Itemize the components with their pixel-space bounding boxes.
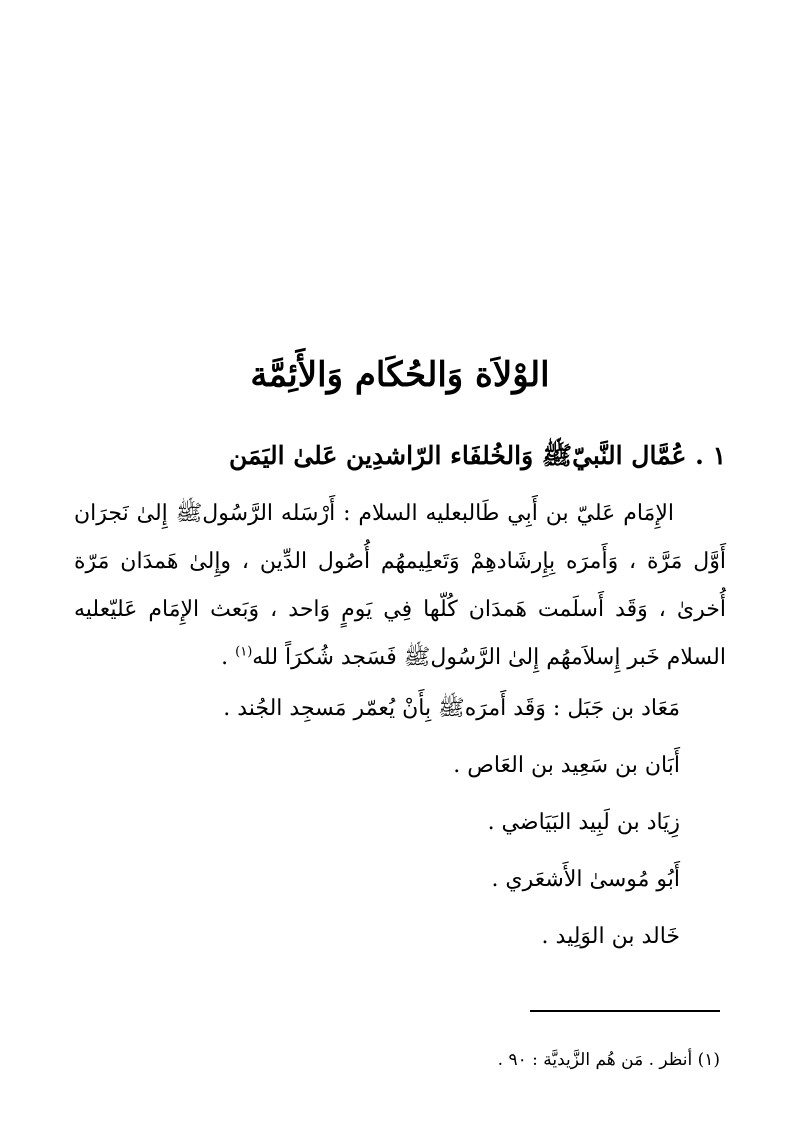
footnote-reference: (١) [235, 644, 253, 660]
intro-text: الإِمَام عَليّ بن أَبِي طَالبعليه السلام : أَرْسَله الرَّسُولﷺ إِلىٰ نَجرَان أَوَّل مَرَّة ، وَأَمرَه بِإِرشَادهِمْ وَتَعلِيمهُم أُصُول الدِّين ، وإِلىٰ هَمدَان مَرّة أُخرىٰ ، وَقَد أَسلَمت هَمدَان كُلّها فِي يَومٍ وَاحد ، وَبَعث الإِمَام عَليّعليه السلام خَبر إِسلاَمهُم إِلىٰ الرَّسُولﷺ فَسَجد شُكرَاً لله [74, 501, 726, 670]
intro-paragraph [74, 490, 726, 682]
list-item: خَالد بن الوَلِيد . [541, 924, 680, 949]
section-heading: ١ . عُمَّال النَّبيّﷺ وَالخُلفَاء الرّاشدِين عَلىٰ اليَمَن [229, 440, 726, 470]
list-item: مَعَاد بن جَبَل : وَقَد أَمرَهﷺ بِأَنْ يُعمّر مَسجِد الجُند . [223, 696, 680, 721]
footnote-divider [530, 1010, 720, 1012]
footnote: (١) أنظر . مَن هُم الزَّيديَّة : ٩٠ . [497, 1050, 720, 1070]
list-item: أَبَان بن سَعِيد بن العَاص . [453, 753, 680, 778]
list-item: زِيَاد بن لَبِيد البَيَاضي . [487, 810, 680, 835]
intro-end: . [221, 645, 236, 670]
page-title: الوْلاَة وَالحُكَام وَالأَئِمَّة [250, 354, 550, 395]
list-item: أَبُو مُوسىٰ الأَشعَري . [491, 867, 680, 892]
names-list [223, 680, 680, 965]
